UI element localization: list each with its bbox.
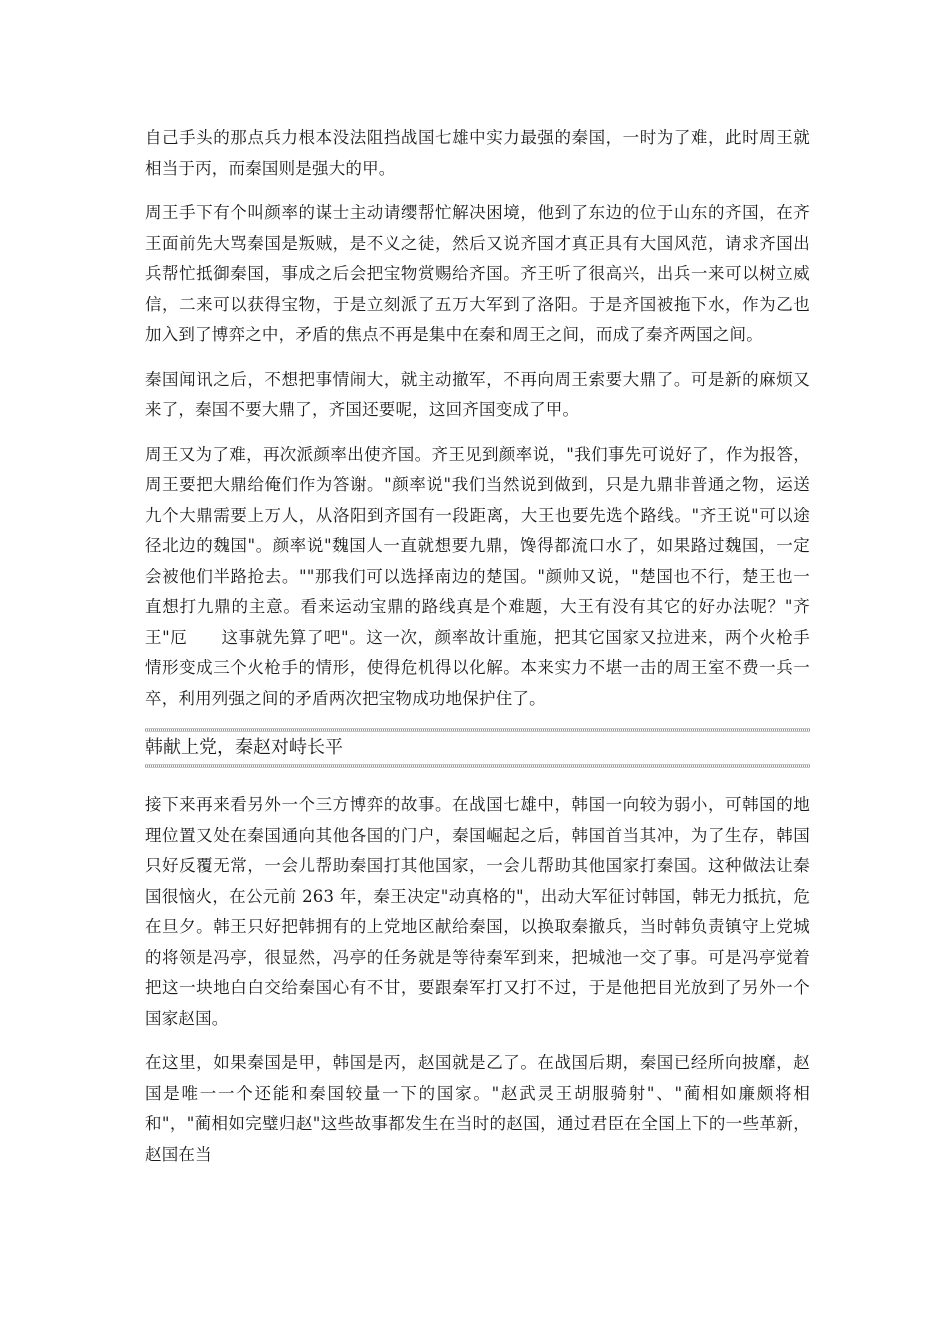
divider-bottom bbox=[145, 764, 810, 768]
paragraph: 周王手下有个叫颜率的谋士主动请缨帮忙解决困境，他到了东边的位于山东的齐国，在齐王面前先大骂秦国是叛贼，是不义之徒，然后又说齐国才真正具有大国风范，请求齐国出兵帮忙抵御秦国，事成之后会把宝物赏赐给齐国。齐王听了很高兴，出兵一来可以树立威信，二来可以获得宝物，于是立刻派了五万大军到了洛阳。于是齐国被拖下水，作为乙也加入到了博弈之中，矛盾的焦点不再是集中在秦和周王之间，而成了秦齐两国之间。 bbox=[145, 203, 810, 344]
paragraph: 周王又为了难，再次派颜率出使齐国。齐王见到颜率说，"我们事先可说好了，作为报答，周王要把大鼎给俺们作为答谢。"颜率说"我们当然说到做到，只是九鼎非普通之物，运送九个大鼎需要上万人，从洛阳到齐国有一段距离，大王也要先选个路线。"齐王说"可以途径北边的魏国"。颜率说"魏国人一直就想要九鼎，馋得都流口水了，如果路过魏国，一定会被他们半路抢去。""那我们可以选择南边的楚国。"颜帅又说，"楚国也不行，楚王也一直想打九鼎的主意。看来运动宝鼎的路线真是个难题，大王有没有其它的好办法呢？"齐王"厄 这事就先算了吧"。这一次，颜率故计重施，把其它国家又拉进来，两个火枪手情形变成三个火枪手的情形，使得危机得以化解。本来实力不堪一击的周王室不费一兵一卒，利用列强之间的矛盾两次把宝物成功地保护住了。 bbox=[145, 444, 810, 708]
paragraph: 接下来再来看另外一个三方博弈的故事。在战国七雄中，韩国一向较为弱小，可韩国的地理位置又处在秦国通向其他各国的门户，秦国崛起之后，韩国首当其冲，为了生存，韩国只好反覆无常，一会儿帮助秦国打其他国家，一会儿帮助其他国家打秦国。这种做法让秦国很恼火，在公元前 263 年，秦王决定"动真格的"，出动大军征讨韩国，韩无力抵抗，危在旦夕。韩王只好把韩拥有的上党地区献给秦国，以换取秦撤兵，当时韩负责镇守上党城的将领是冯亭，很显然，冯亭的任务就是等待秦军到来，把城池一交了事。可是冯亭觉着把这一块地白白交给秦国心有不甘，要跟秦军打又打不过，于是他把目光放到了另外一个国家赵国。 bbox=[145, 795, 810, 1028]
section-heading-block bbox=[145, 728, 810, 768]
paragraph: 自己手头的那点兵力根本没法阻挡战国七雄中实力最强的秦国，一时为了难，此时周王就相当于丙，而秦国则是强大的甲。 bbox=[145, 128, 810, 178]
paragraph: 秦国闻讯之后，不想把事情闹大，就主动撤军，不再向周王索要大鼎了。可是新的麻烦又来了，秦国不要大鼎了，齐国还要呢，这回齐国变成了甲。 bbox=[145, 369, 810, 419]
section-heading: 韩献上党，秦赵对峙长平 bbox=[145, 737, 343, 758]
document-page bbox=[145, 123, 810, 1184]
paragraph: 在这里，如果秦国是甲，韩国是丙，赵国就是乙了。在战国后期，秦国已经所向披靡，赵国是唯一一个还能和秦国较量一下的国家。"赵武灵王胡服骑射"、"蔺相如廉颇将相和"，"蔺相如完璧归赵"这些故事都发生在当时的赵国，通过君臣在全国上下的一些革新，赵国在当 bbox=[145, 1053, 810, 1164]
